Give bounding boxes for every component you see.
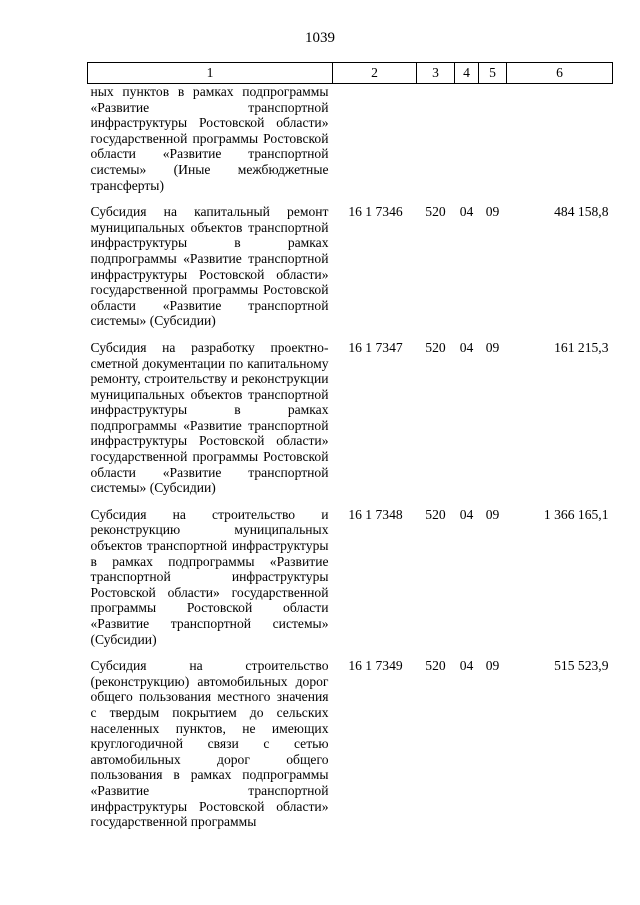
row-col-3: 520	[425, 506, 446, 522]
row-description: Субсидия на разработку проектно-сметной документации по капитальному ремонту, строительству и реконструкции муниципальных объектов транспортной инфраструктуры в рамках подпрограммы «Развитие транспортной инфраструктуры Ростовской области» государственной программы Ростовской области «Развитие транспортной системы» (Субсидии)	[90, 339, 329, 496]
row-col-4: 04	[459, 506, 474, 522]
row-col-5: 09	[485, 204, 500, 220]
row-description: Субсидия на капитальный ремонт муниципальных объектов транспортной инфраструктуры в рамках подпрограммы «Развитие транспортной инфраструктуры Ростовской области» государственной программы Ростовской области «Развитие транспортной системы» (Субсидии)	[90, 204, 329, 329]
row-col-3: 520	[425, 658, 446, 674]
header-col-5: 5	[479, 63, 507, 84]
table-row	[88, 84, 613, 205]
row-col-5: 09	[485, 506, 500, 522]
row-col-3: 520	[425, 339, 446, 355]
header-col-2: 2	[333, 63, 417, 84]
row-col-5	[479, 84, 507, 205]
row-code: 16 1 7349	[348, 658, 403, 674]
row-col-4	[455, 84, 479, 205]
row-col-3: 520	[425, 204, 446, 220]
header-col-3: 3	[417, 63, 455, 84]
row-code: 16 1 7347	[348, 339, 403, 355]
row-col-4: 04	[459, 658, 474, 674]
row-code	[333, 84, 417, 205]
row-col-4: 04	[459, 204, 474, 220]
table-row	[88, 658, 613, 830]
budget-table	[87, 62, 613, 830]
row-amount	[507, 84, 613, 205]
row-amount: 161 215,3	[554, 339, 609, 355]
row-code: 16 1 7346	[348, 204, 403, 220]
row-col-3	[417, 84, 455, 205]
header-col-1: 1	[88, 63, 333, 84]
row-description: Субсидия на строительство и реконструкцию муниципальных объектов транспортной инфраструктуры в рамках подпрограммы «Развитие транспортной инфраструктуры Ростовской области» государственной программы Ростовской области «Развитие транспортной системы» (Субсидии)	[90, 506, 329, 647]
table-row	[88, 204, 613, 340]
page-number: 1039	[305, 30, 335, 46]
table-row	[88, 507, 613, 658]
row-amount: 1 366 165,1	[543, 506, 609, 522]
header-col-6: 6	[507, 63, 613, 84]
row-code: 16 1 7348	[348, 506, 403, 522]
table-row	[88, 340, 613, 507]
row-amount: 515 523,9	[554, 658, 609, 674]
table-header	[88, 63, 613, 84]
row-col-5: 09	[485, 658, 500, 674]
row-amount: 484 158,8	[554, 204, 609, 220]
row-col-5: 09	[485, 339, 500, 355]
row-col-4: 04	[459, 339, 474, 355]
header-col-4: 4	[455, 63, 479, 84]
row-description: Субсидия на строительство (реконструкцию) автомобильных дорог общего пользования местного значения с твердым покрытием до сельских населенных пунктов, не имеющих круглогодичной связи с сетью автомобильных дорог общего пользования в рамках подпрограммы «Развитие транспортной инфраструктуры Ростовской области» государственной программы	[90, 658, 329, 830]
row-description: ных пунктов в рамках подпрограммы «Развитие транспортной инфраструктуры Ростовской области» государственной программы Ростовской области «Развитие транспортной системы» (Иные межбюджетные трансферты)	[90, 84, 329, 193]
